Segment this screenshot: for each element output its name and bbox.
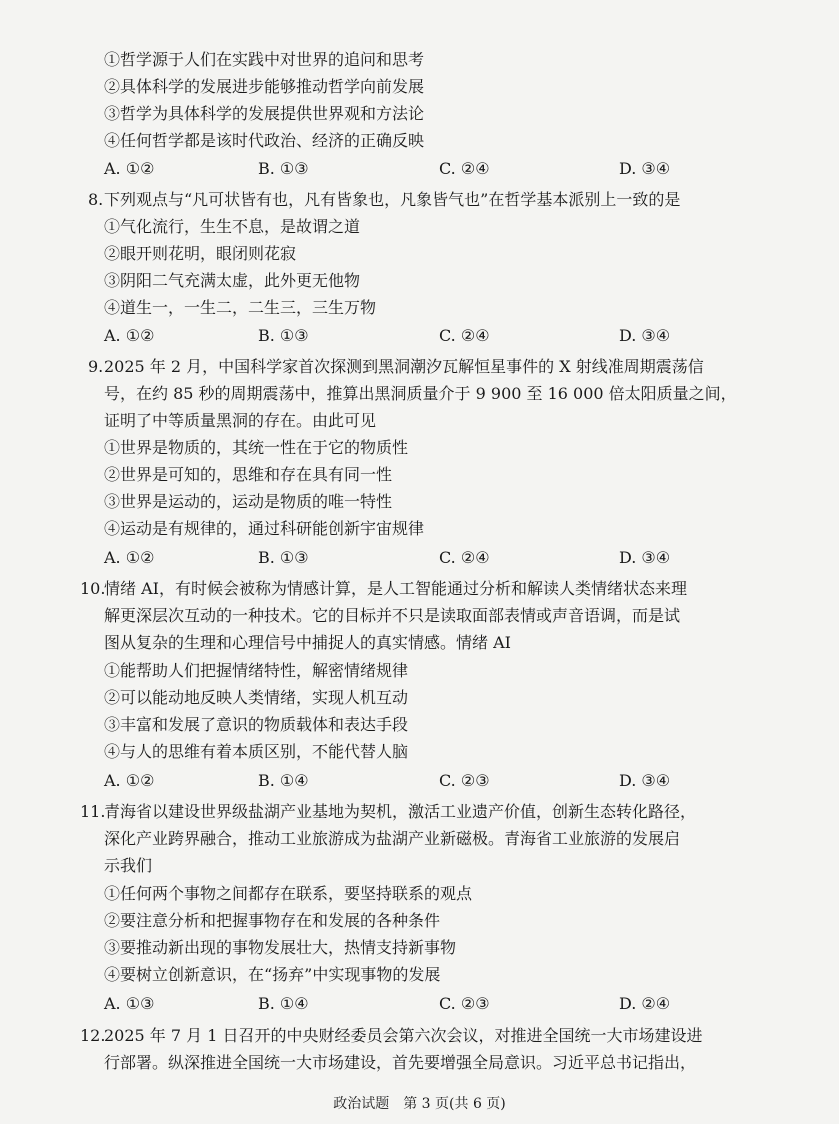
q10-statement-1: ①能帮助人们把握情绪特性，解密情绪规律 (104, 661, 409, 680)
q9-option-a: A. ①② (104, 548, 155, 567)
q8-option-b: B. ①③ (258, 326, 309, 345)
q10-number: 10. (80, 579, 106, 598)
q8-statement-3: ③阴阳二气充满太虚，此外更无他物 (104, 271, 361, 290)
q11-number: 11. (80, 802, 106, 821)
q12-stem-line-1: 2025 年 7 月 1 日召开的中央财经委员会第六次会议，对推进全国统一大市场建设进 (104, 1026, 703, 1045)
q9-statement-2: ②世界是可知的，思维和存在具有同一性 (104, 465, 393, 484)
q8-statement-1: ①气化流行，生生不息，是故谓之道 (104, 217, 361, 236)
q10-stem-line-3: 图从复杂的生理和心理信号中捕捉人的真实情感。情绪 AI (104, 633, 511, 652)
q7-option-a: A. ①② (104, 159, 155, 178)
q9-option-d: D. ③④ (619, 548, 671, 567)
q7-statement-2: ②具体科学的发展进步能够推动哲学向前发展 (104, 77, 425, 96)
q9-stem-line-1: 2025 年 2 月，中国科学家首次探测到黑洞潮汐瓦解恒星事件的 X 射线准周期震荡信 (104, 357, 704, 376)
q9-statement-1: ①世界是物质的，其统一性在于它的物质性 (104, 438, 409, 457)
q10-option-c: C. ②③ (439, 771, 490, 790)
q11-stem-line-3: 示我们 (104, 856, 153, 875)
q8-number: 8. (88, 190, 104, 209)
q9-option-b: B. ①③ (258, 548, 309, 567)
q11-option-c: C. ②③ (439, 994, 490, 1013)
page-footer: 政治试题 第 3 页(共 6 页) (333, 1096, 506, 1112)
q8-statement-2: ②眼开则花明，眼闭则花寂 (104, 244, 297, 263)
q9-stem-line-3: 证明了中等质量黑洞的存在。由此可见 (104, 411, 377, 430)
q7-statement-3: ③哲学为具体科学的发展提供世界观和方法论 (104, 104, 425, 123)
q10-statement-2: ②可以能动地反映人类情绪，实现人机互动 (104, 688, 409, 707)
q8-statement-4: ④道生一，一生二，二生三，三生万物 (104, 298, 377, 317)
q11-stem-line-1: 青海省以建设世界级盐湖产业基地为契机，激活工业遗产价值，创新生态转化路径， (104, 802, 697, 821)
q9-statement-4: ④运动是有规律的，通过科研能创新宇宙规律 (104, 519, 425, 538)
q10-stem-line-1: 情绪 AI，有时候会被称为情感计算，是人工智能通过分析和解读人类情绪状态来理 (104, 579, 687, 598)
q11-option-a: A. ①③ (104, 994, 155, 1013)
q10-stem-line-2: 解更深层次互动的一种技术。它的目标并不只是读取面部表情或声音语调，而是试 (104, 606, 681, 625)
q8-option-d: D. ③④ (619, 326, 671, 345)
q9-statement-3: ③世界是运动的，运动是物质的唯一特性 (104, 492, 393, 511)
q7-statement-1: ①哲学源于人们在实践中对世界的追问和思考 (104, 50, 425, 69)
q12-number: 12. (80, 1026, 106, 1045)
q11-option-d: D. ②④ (619, 994, 671, 1013)
q8-stem-line-1: 下列观点与“凡可状皆有也，凡有皆象也，凡象皆气也”在哲学基本派别上一致的是 (104, 190, 681, 209)
q11-stem-line-2: 深化产业跨界融合，推动工业旅游成为盐湖产业新磁极。青海省工业旅游的发展启 (104, 829, 681, 848)
q7-option-c: C. ②④ (439, 159, 490, 178)
q10-option-b: B. ①④ (258, 771, 309, 790)
q9-option-c: C. ②④ (439, 548, 490, 567)
q10-statement-3: ③丰富和发展了意识的物质载体和表达手段 (104, 715, 409, 734)
q9-stem-line-2: 号，在约 85 秒的周期震荡中，推算出黑洞质量介于 9 900 至 16 000 倍太阳质量之间， (104, 384, 737, 403)
q8-option-a: A. ①② (104, 326, 155, 345)
q7-option-d: D. ③④ (619, 159, 671, 178)
q7-option-b: B. ①③ (258, 159, 309, 178)
q11-statement-4: ④要树立创新意识，在“扬弃”中实现事物的发展 (104, 965, 441, 984)
q10-option-a: A. ①② (104, 771, 155, 790)
q10-option-d: D. ③④ (619, 771, 671, 790)
q9-number: 9. (88, 357, 104, 376)
q10-statement-4: ④与人的思维有着本质区别，不能代替人脑 (104, 742, 409, 761)
q7-statement-4: ④任何哲学都是该时代政治、经济的正确反映 (104, 131, 425, 150)
q11-statement-3: ③要推动新出现的事物发展壮大，热情支持新事物 (104, 938, 457, 957)
q8-option-c: C. ②④ (439, 326, 490, 345)
q11-statement-1: ①任何两个事物之间都存在联系，要坚持联系的观点 (104, 884, 473, 903)
q11-statement-2: ②要注意分析和把握事物存在和发展的各种条件 (104, 911, 441, 930)
q11-option-b: B. ①④ (258, 994, 309, 1013)
q12-stem-line-2: 行部署。纵深推进全国统一大市场建设，首先要增强全局意识。习近平总书记指出， (104, 1053, 697, 1072)
